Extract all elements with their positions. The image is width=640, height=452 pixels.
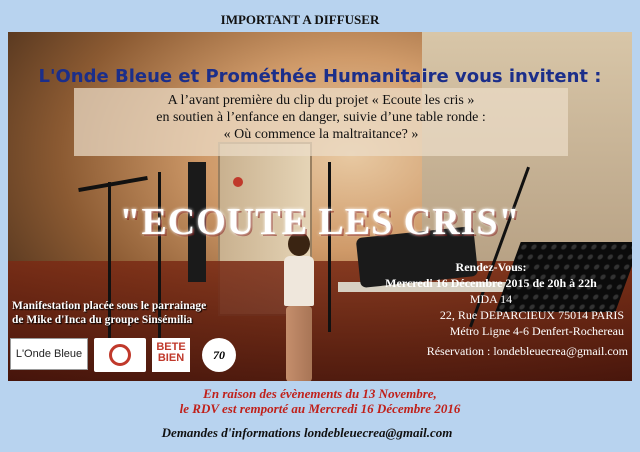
patronage-line: de Mike d'Inca du groupe Sinsémilia — [12, 314, 193, 326]
rdv-address: 22, Rue DEPARCIEUX 75014 PARIS — [439, 308, 624, 322]
patronage-text — [12, 299, 206, 327]
music-stand-icon — [78, 176, 148, 192]
contact-info: Demandes d'informations londebleuecrea@gmail.com — [161, 425, 453, 440]
patronage-line: Manifestation placée sous le parrainage — [12, 300, 207, 312]
rdv-metro: Métro Ligne 4-6 Denfert-Rochereau — [449, 324, 624, 338]
intro-box — [74, 88, 568, 156]
poster-title: "ECOUTE LES CRIS" — [119, 201, 521, 243]
rdv-date: Mercredi 16 Décembre 2015 de 20h à 22h — [385, 276, 597, 290]
partner-logos — [10, 338, 240, 374]
rdv-venue: MDA 14 — [469, 292, 513, 306]
invitation-headline: L'Onde Bleue et Prométhée Humanitaire vous invitent : — [38, 66, 602, 87]
microphone-stand-icon — [328, 162, 331, 332]
rdv-title: Rendez-Vous: — [455, 260, 527, 274]
postponement-notice — [0, 386, 640, 416]
onde-bleue-logo: L'Onde Bleue — [10, 338, 88, 370]
child-image — [278, 232, 318, 381]
notice-line: le RDV est remporté au Mercredi 16 Décembre 2016 — [179, 401, 461, 416]
rendezvous-info — [350, 259, 632, 359]
promethee-logo — [94, 338, 146, 372]
bete-bien-logo: BETE BIEN — [152, 338, 190, 372]
intro-line: « Où commence la maltraitance? » — [223, 127, 419, 142]
seventy-logo: 70 — [202, 338, 236, 372]
no-entry-sign-icon — [233, 177, 243, 187]
intro-line: A l’avant première du clip du projet « Ecoute les cris » — [167, 93, 475, 108]
top-notice: IMPORTANT A DIFFUSER — [220, 12, 380, 27]
notice-line: En raison des évènements du 13 Novembre, — [203, 386, 437, 401]
poster-photo — [8, 32, 632, 381]
intro-line: en soutien à l’enfance en danger, suivie d’une table ronde : — [156, 110, 486, 125]
rdv-reservation: Réservation : londebleuecrea@gmail.com — [426, 344, 628, 358]
